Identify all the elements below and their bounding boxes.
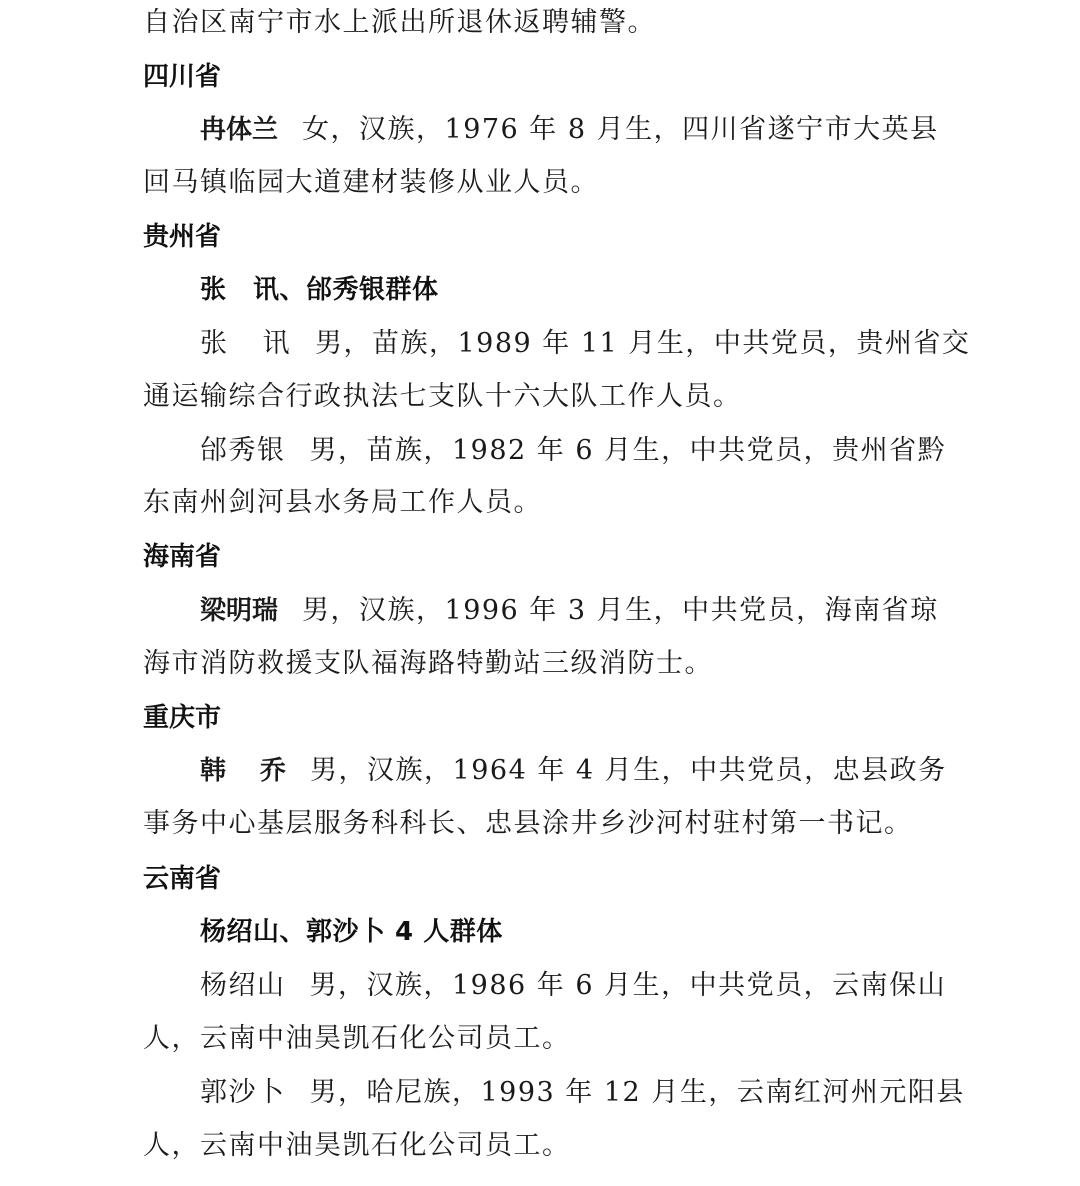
entry-text: 女，汉族，1976 年 8 月生，四川省遂宁市大英县 bbox=[302, 114, 939, 145]
member-taixiuyin-line1 bbox=[200, 431, 947, 471]
entry-text: 男，汉族，1996 年 3 月生，中共党员，海南省琼 bbox=[302, 595, 939, 626]
person-name-second: 讯 bbox=[262, 328, 291, 359]
person-name-second: 乔 bbox=[260, 756, 287, 786]
person-name: 杨绍山 bbox=[200, 970, 286, 1001]
province-heading-hainan: 海南省 bbox=[143, 542, 222, 572]
entry-liang-mingrui-line1 bbox=[200, 591, 937, 631]
member-zhangxun-line1 bbox=[200, 324, 971, 364]
person-name-first: 张 bbox=[200, 328, 229, 359]
person-name-first: 韩 bbox=[200, 756, 227, 786]
entry-ran-tilan-line1 bbox=[200, 110, 937, 150]
entry-ran-tilan-line2: 回马镇临园大道建材装修从业人员。 bbox=[143, 167, 599, 198]
entry-liang-mingrui-line2: 海市消防救援支队福海路特勤站三级消防士。 bbox=[143, 648, 713, 679]
entry-text: 男，苗族，1982 年 6 月生，中共党员，贵州省黔 bbox=[309, 435, 947, 466]
entry-han-qiao-line1 bbox=[200, 751, 947, 791]
group-title-zhangxun-taixiuyin: 张 讯、邰秀银群体 bbox=[200, 275, 439, 305]
member-yangshaoshan-line2: 人，云南中油昊凯石化公司员工。 bbox=[143, 1023, 571, 1054]
person-name: 梁明瑞 bbox=[200, 596, 279, 626]
paragraph-continuation bbox=[143, 3, 937, 43]
province-heading-sichuan: 四川省 bbox=[143, 62, 222, 92]
member-guoshabu-line2: 人，云南中油昊凯石化公司员工。 bbox=[143, 1130, 571, 1161]
entry-text: 男，苗族，1989 年 11 月生，中共党员，贵州省交 bbox=[315, 328, 971, 359]
member-yangshaoshan-line1 bbox=[200, 966, 947, 1006]
intro-tail-text: 自治区南宁市水上派出所退休返聘辅警。 bbox=[143, 7, 656, 38]
person-name: 冉体兰 bbox=[200, 115, 279, 145]
entry-text: 男，汉族，1964 年 4 月生，中共党员，忠县政务 bbox=[310, 755, 947, 786]
member-taixiuyin-line2: 东南州剑河县水务局工作人员。 bbox=[143, 487, 542, 518]
member-guoshabu-line1 bbox=[200, 1073, 965, 1113]
member-zhangxun-line2: 通运输综合行政执法七支队十六大队工作人员。 bbox=[143, 381, 742, 412]
province-heading-yunnan: 云南省 bbox=[143, 864, 222, 894]
province-heading-chongqing: 重庆市 bbox=[143, 703, 222, 733]
province-heading-guizhou: 贵州省 bbox=[143, 222, 222, 252]
person-name: 邰秀银 bbox=[200, 435, 286, 466]
group-title-yangshaoshan-guoshabu: 杨绍山、郭沙卜 4 人群体 bbox=[200, 917, 503, 947]
person-name: 郭沙卜 bbox=[200, 1077, 286, 1108]
entry-text: 男，哈尼族，1993 年 12 月生，云南红河州元阳县 bbox=[309, 1077, 965, 1108]
entry-han-qiao-line2: 事务中心基层服务科科长、忠县涂井乡沙河村驻村第一书记。 bbox=[143, 808, 913, 839]
entry-text: 男，汉族，1986 年 6 月生，中共党员，云南保山 bbox=[309, 970, 947, 1001]
